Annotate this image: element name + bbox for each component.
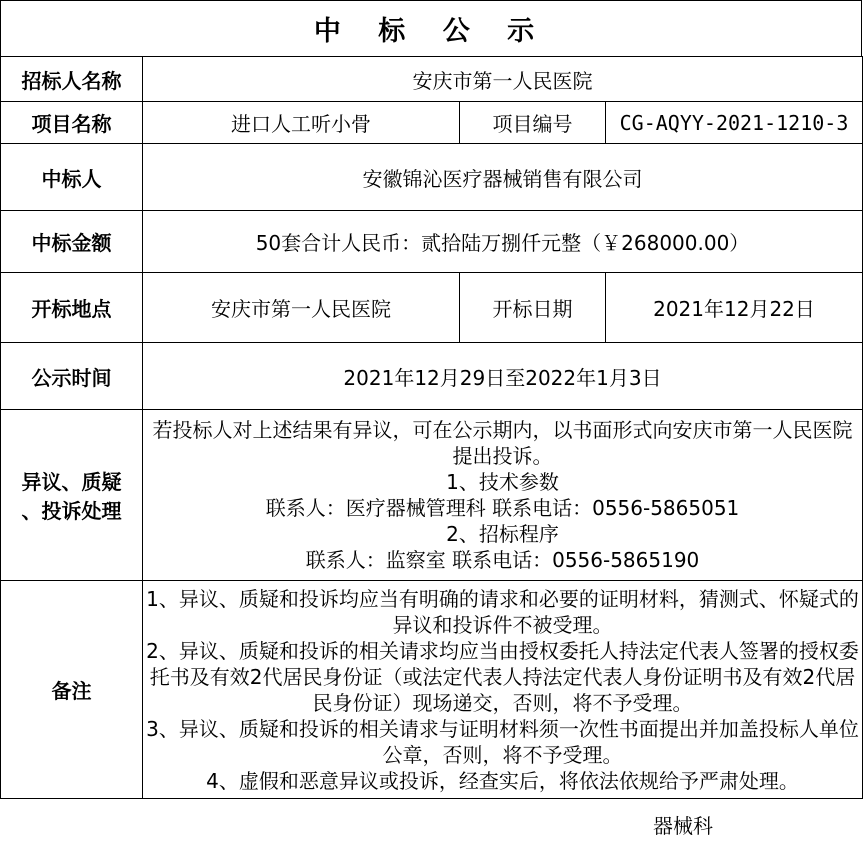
tenderer-label: 招标人名称 bbox=[1, 57, 143, 102]
remarks-line: 4、虚假和恶意异议或投诉，经查实后，将依法依规给予严肃处理。 bbox=[206, 768, 799, 793]
tenderer-value: 安庆市第一人民医院 bbox=[143, 57, 863, 102]
announcement-table bbox=[0, 56, 863, 799]
table-row bbox=[1, 273, 863, 343]
winner-value: 安徽锦沁医疗器械销售有限公司 bbox=[143, 144, 863, 211]
project-number-value: CG-AQYY-2021-1210-3 bbox=[606, 102, 863, 144]
objection-line: 联系人：医疗器械管理科 联系电话：0556-5865051 bbox=[265, 496, 740, 520]
publicity-period-label: 公示时间 bbox=[1, 343, 143, 410]
objection-line: 1、技术参数 bbox=[446, 470, 559, 494]
table-row bbox=[1, 144, 863, 211]
opening-location-label: 开标地点 bbox=[1, 273, 143, 343]
opening-location-value: 安庆市第一人民医院 bbox=[143, 273, 460, 343]
table-row bbox=[1, 57, 863, 102]
project-name-label: 项目名称 bbox=[1, 102, 143, 144]
remarks-line: 民身份证）现场递交，否则，将不予受理。 bbox=[312, 690, 693, 715]
amount-label: 中标金额 bbox=[1, 211, 143, 273]
objection-line: 2、招标程序 bbox=[446, 522, 559, 546]
remarks-content bbox=[143, 581, 863, 799]
objection-line: 若投标人对上述结果有异议，可在公示期内，以书面形式向安庆市第一人民医院 bbox=[152, 418, 853, 442]
objection-label-line-1: 异议、质疑 bbox=[21, 470, 122, 494]
remarks-line: 2、异议、质疑和投诉的相关请求均应当由授权委托人持法定代表人签署的授权委 bbox=[146, 638, 859, 663]
project-name-value: 进口人工听小骨 bbox=[143, 102, 460, 144]
remarks-label: 备注 bbox=[1, 581, 143, 799]
issuer-signature: 器械科 bbox=[653, 814, 713, 838]
amount-value: 50套合计人民币：贰拾陆万捌仟元整（￥268000.00） bbox=[143, 211, 863, 273]
table-row bbox=[1, 211, 863, 273]
opening-date-label: 开标日期 bbox=[460, 273, 606, 343]
remarks-line: 托书及有效2代居民身份证（或法定代表人持法定代表人身份证明书及有效2代居 bbox=[149, 664, 856, 689]
publicity-period-value: 2021年12月29日至2022年1月3日 bbox=[143, 343, 863, 410]
remarks-line: 3、异议、质疑和投诉的相关请求与证明材料须一次性书面提出并加盖投标人单位 bbox=[146, 716, 859, 741]
objection-line: 提出投诉。 bbox=[452, 444, 553, 468]
project-number-label: 项目编号 bbox=[460, 102, 606, 144]
objection-content bbox=[143, 410, 863, 581]
objection-label bbox=[1, 410, 143, 581]
objection-label-line-2: 、投诉处理 bbox=[21, 499, 122, 523]
opening-date-value: 2021年12月22日 bbox=[606, 273, 863, 343]
remarks-line: 1、异议、质疑和投诉均应当有明确的请求和必要的证明材料，猜测式、怀疑式的 bbox=[146, 586, 859, 611]
winner-label: 中标人 bbox=[1, 144, 143, 211]
remarks-line: 公章，否则，将不予受理。 bbox=[382, 742, 623, 767]
remarks-line: 异议和投诉件不被受理。 bbox=[392, 612, 613, 637]
table-row bbox=[1, 102, 863, 144]
table-row bbox=[1, 410, 863, 581]
page-title: 中 标 公 示 bbox=[0, 0, 862, 57]
objection-line: 联系人：监察室 联系电话：0556-5865190 bbox=[305, 548, 700, 572]
table-row bbox=[1, 343, 863, 410]
table-row bbox=[1, 581, 863, 799]
